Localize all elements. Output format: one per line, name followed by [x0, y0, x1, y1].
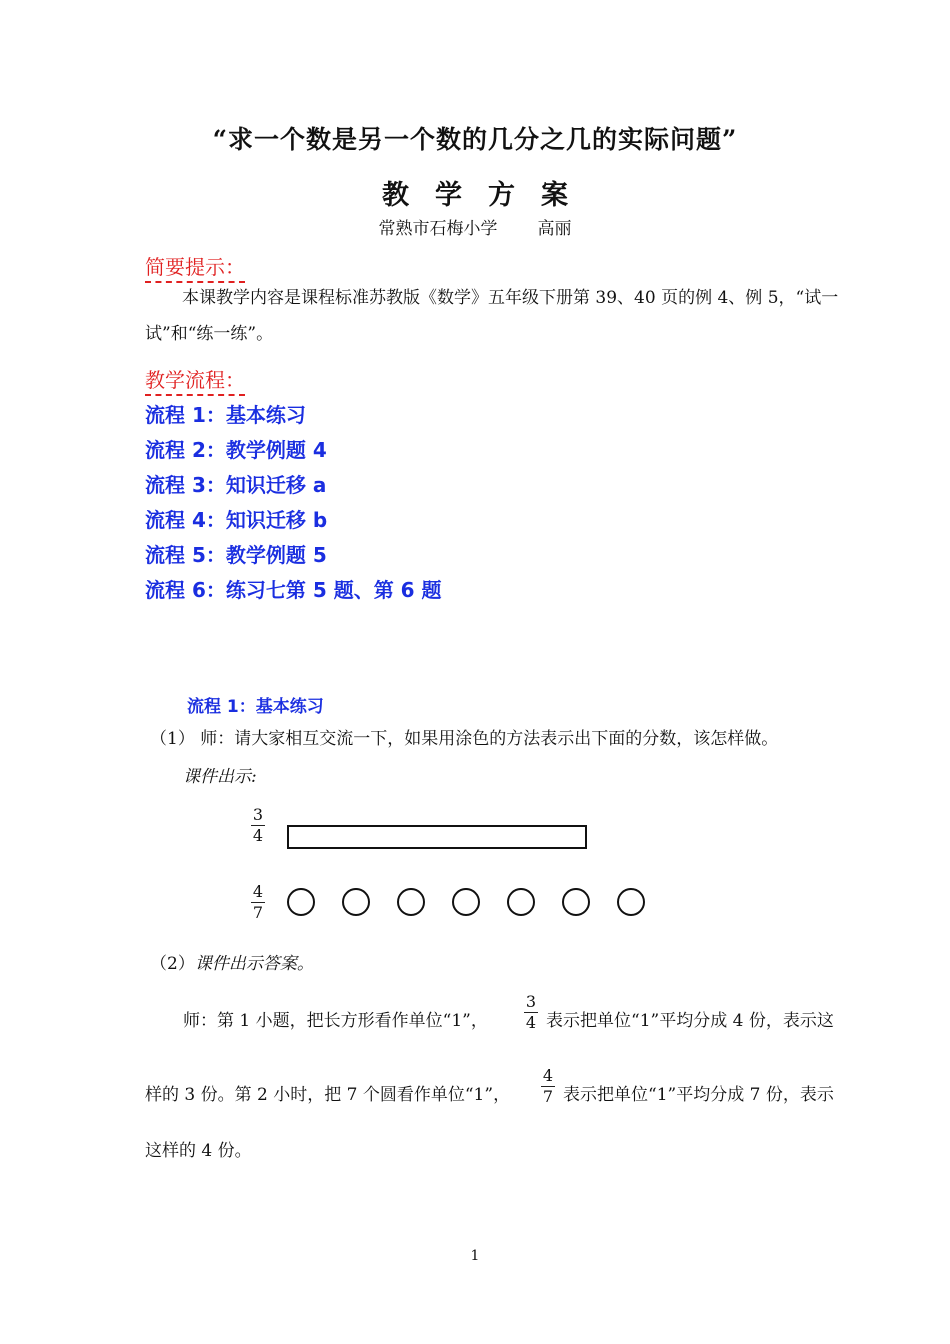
answer-line-1b: 表示把单位“1”平均分成 4 份，表示这	[546, 1011, 834, 1031]
flow-link-3[interactable]: 流程 3：知识迁移 a	[145, 473, 327, 497]
fraction-denominator: 4	[525, 1013, 537, 1032]
page-number: 1	[470, 1248, 480, 1264]
flow-link-6[interactable]: 流程 6：练习七第 5 题、第 6 题	[145, 578, 442, 602]
unit-circle	[452, 888, 480, 916]
fraction-numerator: 4	[542, 1066, 554, 1085]
unit-circle	[562, 888, 590, 916]
fraction-three-quarters	[248, 806, 268, 845]
unit-circle	[342, 888, 370, 916]
unit-circle	[287, 888, 315, 916]
section1-heading: 流程 1：基本练习	[187, 697, 324, 717]
hint-text: 本课教学内容是课程标准苏教版《数学》五年级下册第 39、40 页的例 4、例 5，“试一试”和“练一练”。	[145, 288, 839, 344]
answer-line-2b: 表示把单位“1”平均分成 7 份，表示	[563, 1085, 834, 1105]
question-2-number: （2）	[150, 954, 195, 974]
fraction-four-sevenths	[248, 883, 268, 922]
inline-fraction-three-quarters	[521, 993, 541, 1032]
unit-circle	[397, 888, 425, 916]
fraction-numerator: 4	[252, 882, 264, 901]
fraction-denominator: 7	[542, 1087, 554, 1106]
fraction-numerator: 3	[525, 992, 537, 1011]
question-2	[150, 949, 314, 974]
author-school: 常熟市石梅小学	[378, 219, 498, 239]
flow-link-5[interactable]: 流程 5：教学例题 5	[145, 543, 327, 567]
flow-heading: 教学流程：	[145, 364, 245, 396]
document-title: “求一个数是另一个数的几分之几的实际问题”	[212, 125, 738, 154]
inline-fraction-four-sevenths	[538, 1067, 558, 1106]
flow-link-1[interactable]: 流程 1：基本练习	[145, 403, 306, 427]
fraction-numerator: 3	[252, 805, 264, 824]
answer-line-1a: 师：第 1 小题，把长方形看作单位“1”，	[183, 1011, 488, 1031]
courseware-label: 课件出示:	[183, 767, 257, 787]
unit-circle	[507, 888, 535, 916]
answer-line-2a: 样的 3 份。第 2 小时，把 7 个圆看作单位“1”，	[145, 1085, 511, 1105]
author-line	[0, 214, 950, 239]
author-name: 高丽	[537, 219, 572, 239]
answer-line-3: 这样的 4 份。	[145, 1141, 252, 1161]
hint-heading: 简要提示：	[145, 251, 245, 283]
question-2-text: 课件出示答案。	[194, 954, 314, 974]
document-subtitle: 教学方案	[382, 180, 594, 211]
fraction-denominator: 4	[252, 826, 264, 845]
question-1: （1） 师：请大家相互交流一下，如果用涂色的方法表示出下面的分数，该怎样做。	[150, 729, 779, 749]
flow-link-2[interactable]: 流程 2：教学例题 4	[145, 438, 327, 462]
unit-rectangle	[287, 825, 587, 849]
unit-circle	[617, 888, 645, 916]
fraction-denominator: 7	[252, 903, 264, 922]
flow-link-4[interactable]: 流程 4：知识迁移 b	[145, 508, 328, 532]
